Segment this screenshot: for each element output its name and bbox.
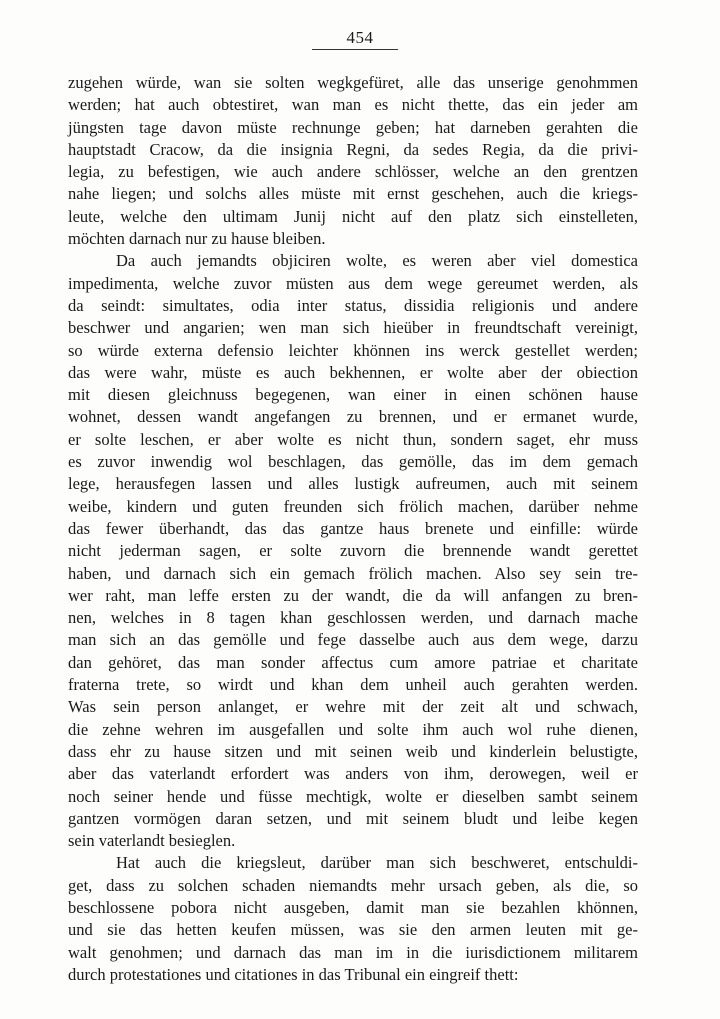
text-line: wer raht, man leffe ersten zu der wandt, die da will anfangen zu bren-	[68, 585, 638, 605]
text-line: lege, herausfegen lassen und alles lustigk aufreumen, auch mit seinem	[68, 474, 638, 494]
text-line: impedimenta, welche zuvor müsten aus dem wege gereumet werden, als	[68, 273, 638, 293]
text-line: nen, welches in 8 tagen khan geschlossen werden, und darnach mache	[68, 608, 638, 628]
text-line: Da auch jemandts objiciren wolte, es weren aber viel domestica	[116, 251, 638, 271]
text-line: sein vaterlandt besieglen.	[68, 831, 236, 851]
text-line: wohnet, dessen wandt angefangen zu brennen, und er ermanet wurde,	[68, 407, 638, 427]
text-line: nicht jederman sagen, er solte zuvorn die brennende wandt gerettet	[68, 541, 638, 561]
body-text	[68, 72, 638, 986]
text-line: weibe, kindern und guten freunden sich frölich machen, darüber nehme	[68, 496, 638, 516]
text-line: nahe liegen; und solchs alles müste mit ernst geschehen, auch die kriegs-	[68, 184, 638, 204]
text-line: jüngsten tage davon müste rechnunge geben; hat darneben gerahten die	[68, 117, 638, 137]
text-line: aber das vaterlandt erfordert was anders von ihm, derowegen, weil er	[68, 764, 638, 784]
paragraph	[68, 852, 638, 986]
text-line: da seindt: simultates, odia inter status, dissidia religionis und andere	[68, 295, 638, 315]
text-line: noch seiner hende und füsse mechtigk, wolte er dieselben sambt seinem	[68, 786, 638, 806]
text-line: hauptstadt Cracow, da die insignia Regni, da sedes Regia, da die privi-	[68, 139, 638, 159]
text-line: legia, zu befestigen, wie auch andere schlösser, welche an den grentzen	[68, 162, 638, 182]
page-number-rule	[312, 49, 398, 50]
text-line: die zehne wehren im ausgefallen und solte ihm auch wol ruhe dienen,	[68, 719, 638, 739]
paragraph	[68, 72, 638, 250]
text-line: werden; hat auch obtestiret, wan man es nicht thette, das ein jeder am	[68, 95, 638, 115]
page-number: 454	[346, 28, 374, 47]
text-line: Hat auch die kriegsleut, darüber man sich beschweret, entschuldi-	[116, 853, 638, 873]
text-line: dass ehr zu hause sitzen und mit seinen weib und kinderlein belustigte,	[68, 741, 638, 761]
text-line: haben, und darnach sich ein gemach frölich machen. Also sey sein tre-	[68, 563, 638, 583]
text-line: das fewer überhandt, das das gantze haus brenete und einfille: würde	[68, 518, 638, 538]
text-line: Was sein person anlanget, er wehre mit der zeit alt und schwach,	[68, 697, 638, 717]
text-line: es zuvor inwendig wol beschlagen, das gemölle, das im dem gemach	[68, 452, 638, 472]
text-line: durch protestationes und citationes in das Tribunal ein eingreif thett:	[68, 964, 519, 984]
text-line: so würde externa defensio leichter khönnen ins werck gestellet werden;	[68, 340, 638, 360]
text-line: get, dass zu solchen schaden niemandts mehr ursach geben, als die, so	[68, 875, 638, 895]
text-line: mit diesen gleichnuss begegenen, wan einer in einen schönen hause	[68, 385, 638, 405]
text-line: möchten darnach nur zu hause bleiben.	[68, 229, 326, 249]
text-line: dan gehöret, das man sonder affectus cum amore patriae et charitate	[68, 652, 638, 672]
text-line: zugehen würde, wan sie solten wegkgefüret, alle das unserige genohmmen	[68, 73, 638, 92]
text-line: das were wahr, müste es auch bekhennen, er wolte aber der obiection	[68, 362, 638, 382]
text-line: er solte leschen, er aber wolte es nicht thun, sondern saget, ehr muss	[68, 429, 638, 449]
text-line: leute, welche den ultimam Junij nicht auf den platz sich einstelleten,	[68, 206, 638, 226]
text-line: man sich an das gemölle und fege dasselbe auch aus dem wege, darzu	[68, 630, 638, 650]
text-line: beschwer und angarien; wen man sich hieüber in freundtschaft vereinigt,	[68, 318, 638, 338]
text-line: fraterna trete, so wirdt und khan dem unheil auch gerahten werden.	[68, 675, 638, 695]
text-line: walt genohmen; und darnach das man im in die iurisdictionem militarem	[68, 942, 638, 962]
text-line: und sie das hetten keufen müssen, was sie den armen leuten mit ge-	[68, 920, 638, 940]
paragraph	[68, 250, 638, 852]
text-line: beschlossene pobora nicht ausgeben, damit man sie bezahlen khönnen,	[68, 897, 638, 917]
text-line: gantzen vormögen daran setzen, und mit seinem bludt und leibe kegen	[68, 808, 638, 828]
